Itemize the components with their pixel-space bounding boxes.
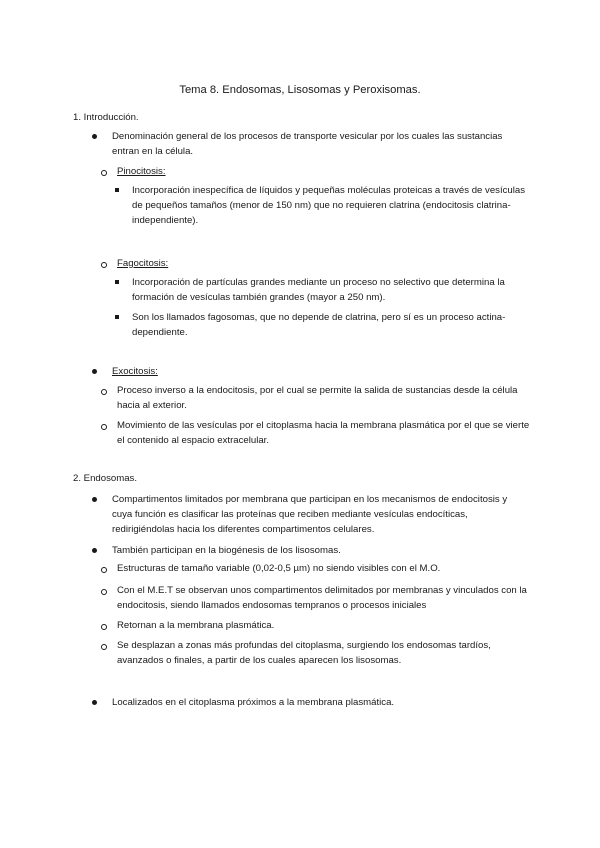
circle-bullet-icon <box>101 567 107 573</box>
circle-bullet-icon <box>101 170 107 176</box>
circle-bullet-icon <box>101 644 107 650</box>
fagocitosis-line-1: Incorporación de partículas grandes mediante un proceso no selectivo que determina la <box>132 277 505 288</box>
endosomas-sub-3: Retornan a la membrana plasmática. <box>117 620 275 631</box>
fagocitosis-label: Fagocitosis: <box>117 258 169 269</box>
bullet-icon <box>92 497 97 502</box>
fagocitosis-line-2: formación de vesículas también grandes (mayor a 250 nm). <box>132 292 386 303</box>
exocitosis-line-2: hacia al exterior. <box>117 400 187 411</box>
square-bullet-icon <box>115 188 119 192</box>
pinocitosis-label: Pinocitosis: <box>117 166 166 177</box>
pinocitosis-line-2: de pequeños tamaños (menor de 150 nm) que no requieren clatrina (endocitosis clatrina- <box>132 200 511 211</box>
fagocitosis-line-4: dependiente. <box>132 327 188 338</box>
bullet-icon <box>92 369 97 374</box>
endosomas-line-1: Compartimentos limitados por membrana que participan en los mecanismos de endocitosis y <box>112 494 508 505</box>
square-bullet-icon <box>115 280 119 284</box>
circle-bullet-icon <box>101 262 107 268</box>
endosomas-sub-2-line-1: Con el M.E.T se observan unos compartimentos delimitados por membranas y vinculados con la <box>117 585 527 596</box>
section-heading-introduccion: 1. Introducción. <box>73 112 139 123</box>
fagocitosis-line-3: Son los llamados fagosomas, que no depende de clatrina, pero sí es un proceso actina- <box>132 312 506 323</box>
page-title: Tema 8. Endosomas, Lisosomas y Peroxisomas. <box>179 84 421 96</box>
exocitosis-line-3: Movimiento de las vesículas por el citoplasma hacia la membrana plasmática por el que se vierte <box>117 420 530 431</box>
exocitosis-line-4: el contenido al espacio extracelular. <box>117 435 269 446</box>
endosomas-sub-4-line-1: Se desplazan a zonas más profundas del citoplasma, surgiendo los endosomas tardíos, <box>117 640 491 651</box>
pinocitosis-line-3: independiente). <box>132 215 199 226</box>
circle-bullet-icon <box>101 424 107 430</box>
exocitosis-line-1: Proceso inverso a la endocitosis, por el cual se permite la salida de sustancias desde la célula <box>117 385 518 396</box>
endosomas-biogenesis: También participan en la biogénesis de los lisosomas. <box>112 545 341 556</box>
endosomas-sub-4-line-2: avanzados o finales, a partir de los cuales aparecen los lisosomas. <box>117 655 402 666</box>
bullet-icon <box>92 548 97 553</box>
circle-bullet-icon <box>101 589 107 595</box>
section-heading-endosomas: 2. Endosomas. <box>73 473 137 484</box>
endosomas-line-3: redirigiéndolas hacia los diferentes compartimentos celulares. <box>112 524 375 535</box>
circle-bullet-icon <box>101 389 107 395</box>
intro-line-2: entran en la célula. <box>112 146 194 157</box>
endosomas-sub-1: Estructuras de tamaño variable (0,02-0,5 µm) no siendo visibles con el M.O. <box>117 563 441 574</box>
bullet-icon <box>92 134 97 139</box>
endosomas-localizacion: Localizados en el citoplasma próximos a la membrana plasmática. <box>112 697 395 708</box>
pinocitosis-line-1: Incorporación inespecífica de líquidos y pequeñas moléculas proteicas a través de vesículas <box>132 185 526 196</box>
exocitosis-label: Exocitosis: <box>112 366 158 377</box>
intro-line-1: Denominación general de los procesos de transporte vesicular por los cuales las sustancias <box>112 131 503 142</box>
bullet-icon <box>92 700 97 705</box>
circle-bullet-icon <box>101 624 107 630</box>
endosomas-sub-2-line-2: endocitosis, siendo llamados endosomas tempranos o procesos iniciales <box>117 600 427 611</box>
endosomas-line-2: cuya función es clasificar las proteínas que reciben mediante vesículas endocíticas, <box>112 509 468 520</box>
square-bullet-icon <box>115 315 119 319</box>
